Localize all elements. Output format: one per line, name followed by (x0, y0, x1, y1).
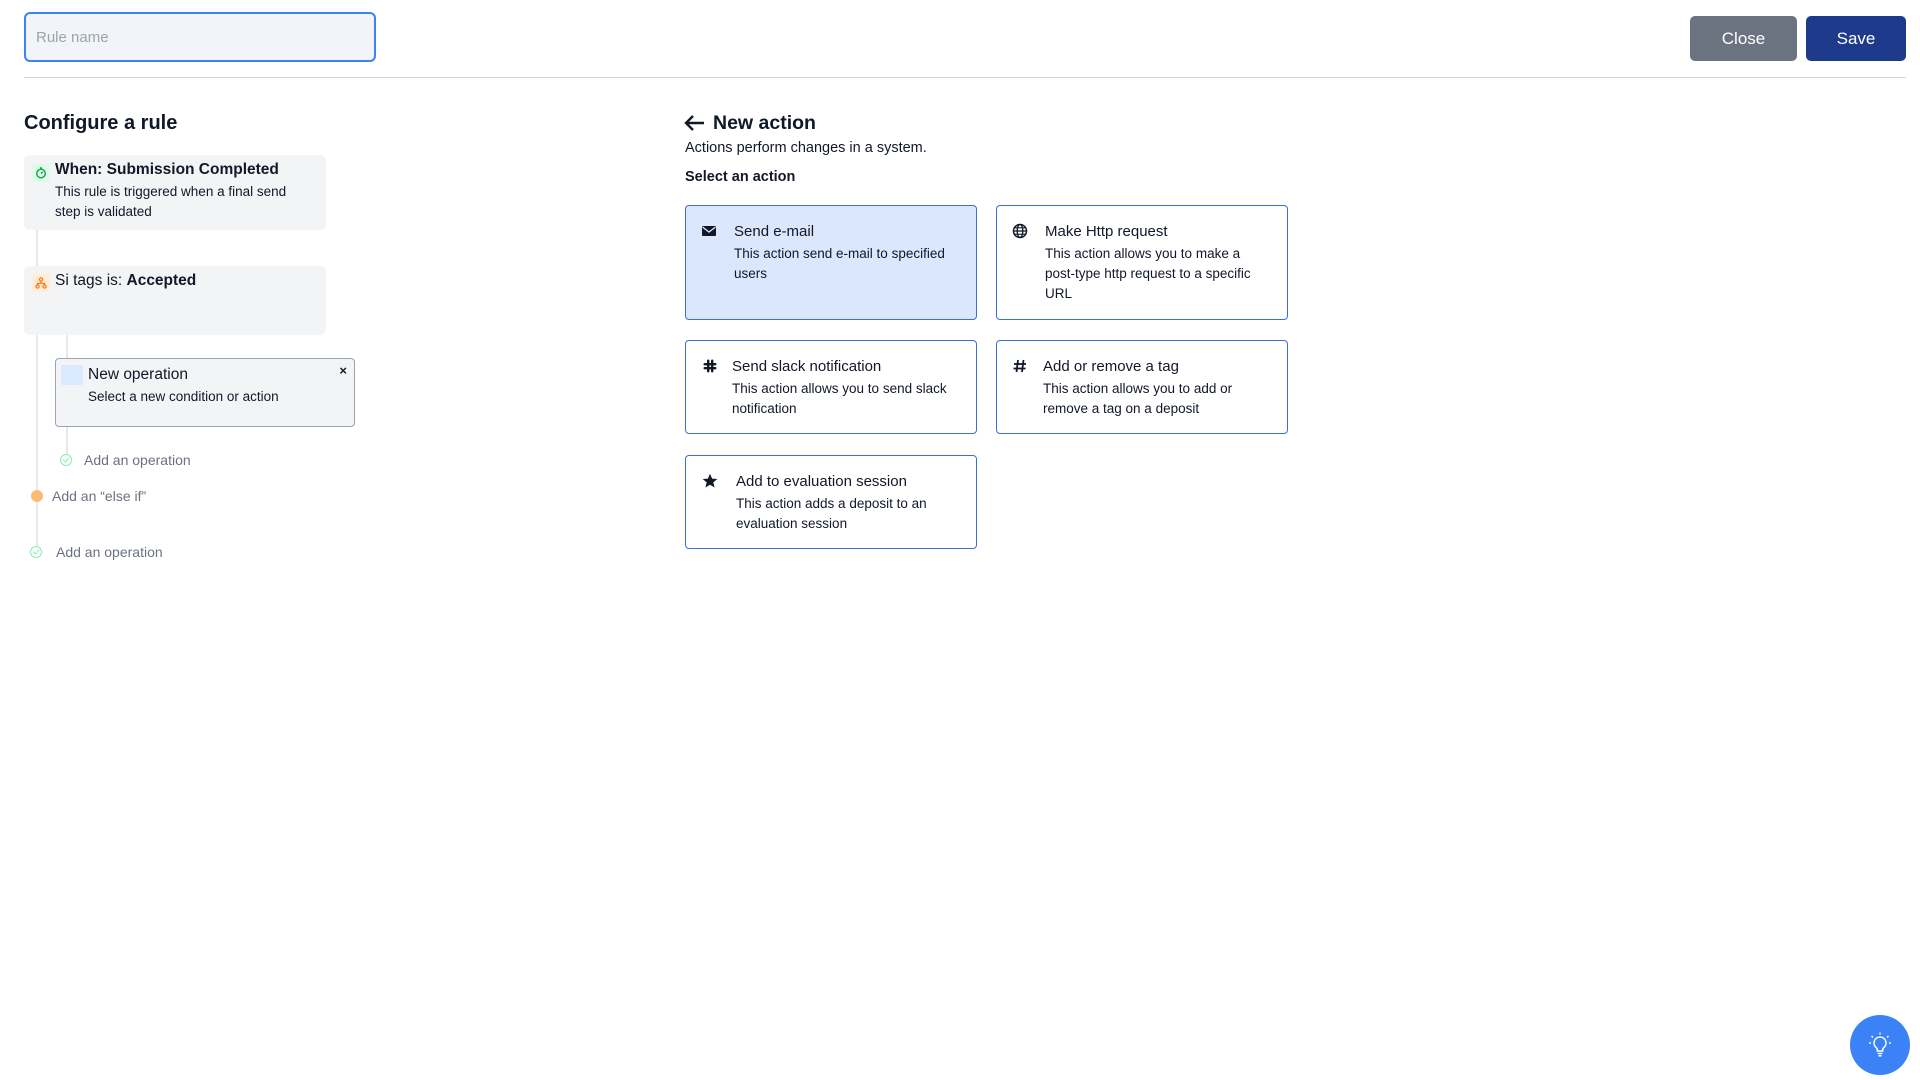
condition-title (55, 272, 196, 290)
star-icon (702, 473, 718, 489)
add-operation-nested[interactable] (60, 452, 191, 468)
hashtag-icon (1012, 358, 1028, 374)
action-description: This action allows you to send slack notification (732, 381, 947, 416)
close-icon[interactable]: × (339, 363, 347, 378)
globe-icon (1012, 223, 1028, 239)
configure-rule-title: Configure a rule (24, 112, 178, 134)
envelope-icon (701, 223, 717, 239)
new-action-title: New action (713, 112, 816, 134)
action-title: Add or remove a tag (1043, 358, 1179, 375)
operation-placeholder-icon (61, 365, 83, 385)
new-action-subtitle: Actions perform changes in a system. (685, 140, 927, 156)
condition-card[interactable] (24, 266, 326, 335)
header (0, 0, 1920, 78)
action-title: Add to evaluation session (736, 473, 907, 490)
action-http-request[interactable] (996, 205, 1288, 320)
action-send-email[interactable] (685, 205, 977, 320)
lightbulb-icon (1865, 1030, 1895, 1060)
action-slack-notification[interactable] (685, 340, 977, 434)
condition-prefix: Si tags is: (55, 272, 127, 289)
action-title: Send slack notification (732, 358, 882, 375)
add-check-icon (30, 546, 42, 558)
action-evaluation-session[interactable] (685, 455, 977, 549)
add-operation-nested-label: Add an operation (84, 452, 191, 468)
help-button[interactable] (1850, 1015, 1910, 1075)
rule-name-input[interactable] (24, 12, 376, 62)
new-operation-description: Select a new condition or action (88, 389, 279, 404)
else-if-dot-icon (31, 490, 43, 502)
action-description: This action adds a deposit to an evaluation session (736, 496, 927, 531)
action-title: Send e-mail (734, 223, 815, 240)
add-check-icon (60, 454, 72, 466)
action-description: This action allows you to add or remove a tag on a deposit (1043, 381, 1233, 416)
trigger-title: When: Submission Completed (55, 161, 279, 178)
select-action-label: Select an action (685, 169, 796, 185)
trigger-description: This rule is triggered when a final send step is validated (55, 184, 287, 219)
trigger-card[interactable] (24, 155, 326, 230)
branch-icon (32, 274, 50, 292)
add-operation-root-label: Add an operation (56, 544, 163, 560)
condition-value: Accepted (126, 272, 197, 289)
close-button[interactable]: Close (1690, 16, 1797, 61)
header-divider (24, 77, 1906, 78)
action-description: This action allows you to make a post-type http request to a specific URL (1045, 246, 1251, 301)
new-operation-card[interactable] (55, 358, 355, 427)
add-else-if[interactable] (31, 488, 146, 504)
stopwatch-icon (32, 164, 50, 182)
slack-icon (702, 358, 718, 374)
add-else-if-label: Add an “else if” (52, 488, 147, 504)
back-arrow-icon[interactable] (684, 113, 706, 133)
action-add-remove-tag[interactable] (996, 340, 1288, 434)
new-operation-title: New operation (88, 366, 188, 383)
save-button[interactable]: Save (1806, 16, 1906, 61)
action-description: This action send e-mail to specified users (734, 246, 945, 281)
action-title: Make Http request (1045, 223, 1168, 240)
add-operation-root[interactable] (30, 544, 163, 560)
